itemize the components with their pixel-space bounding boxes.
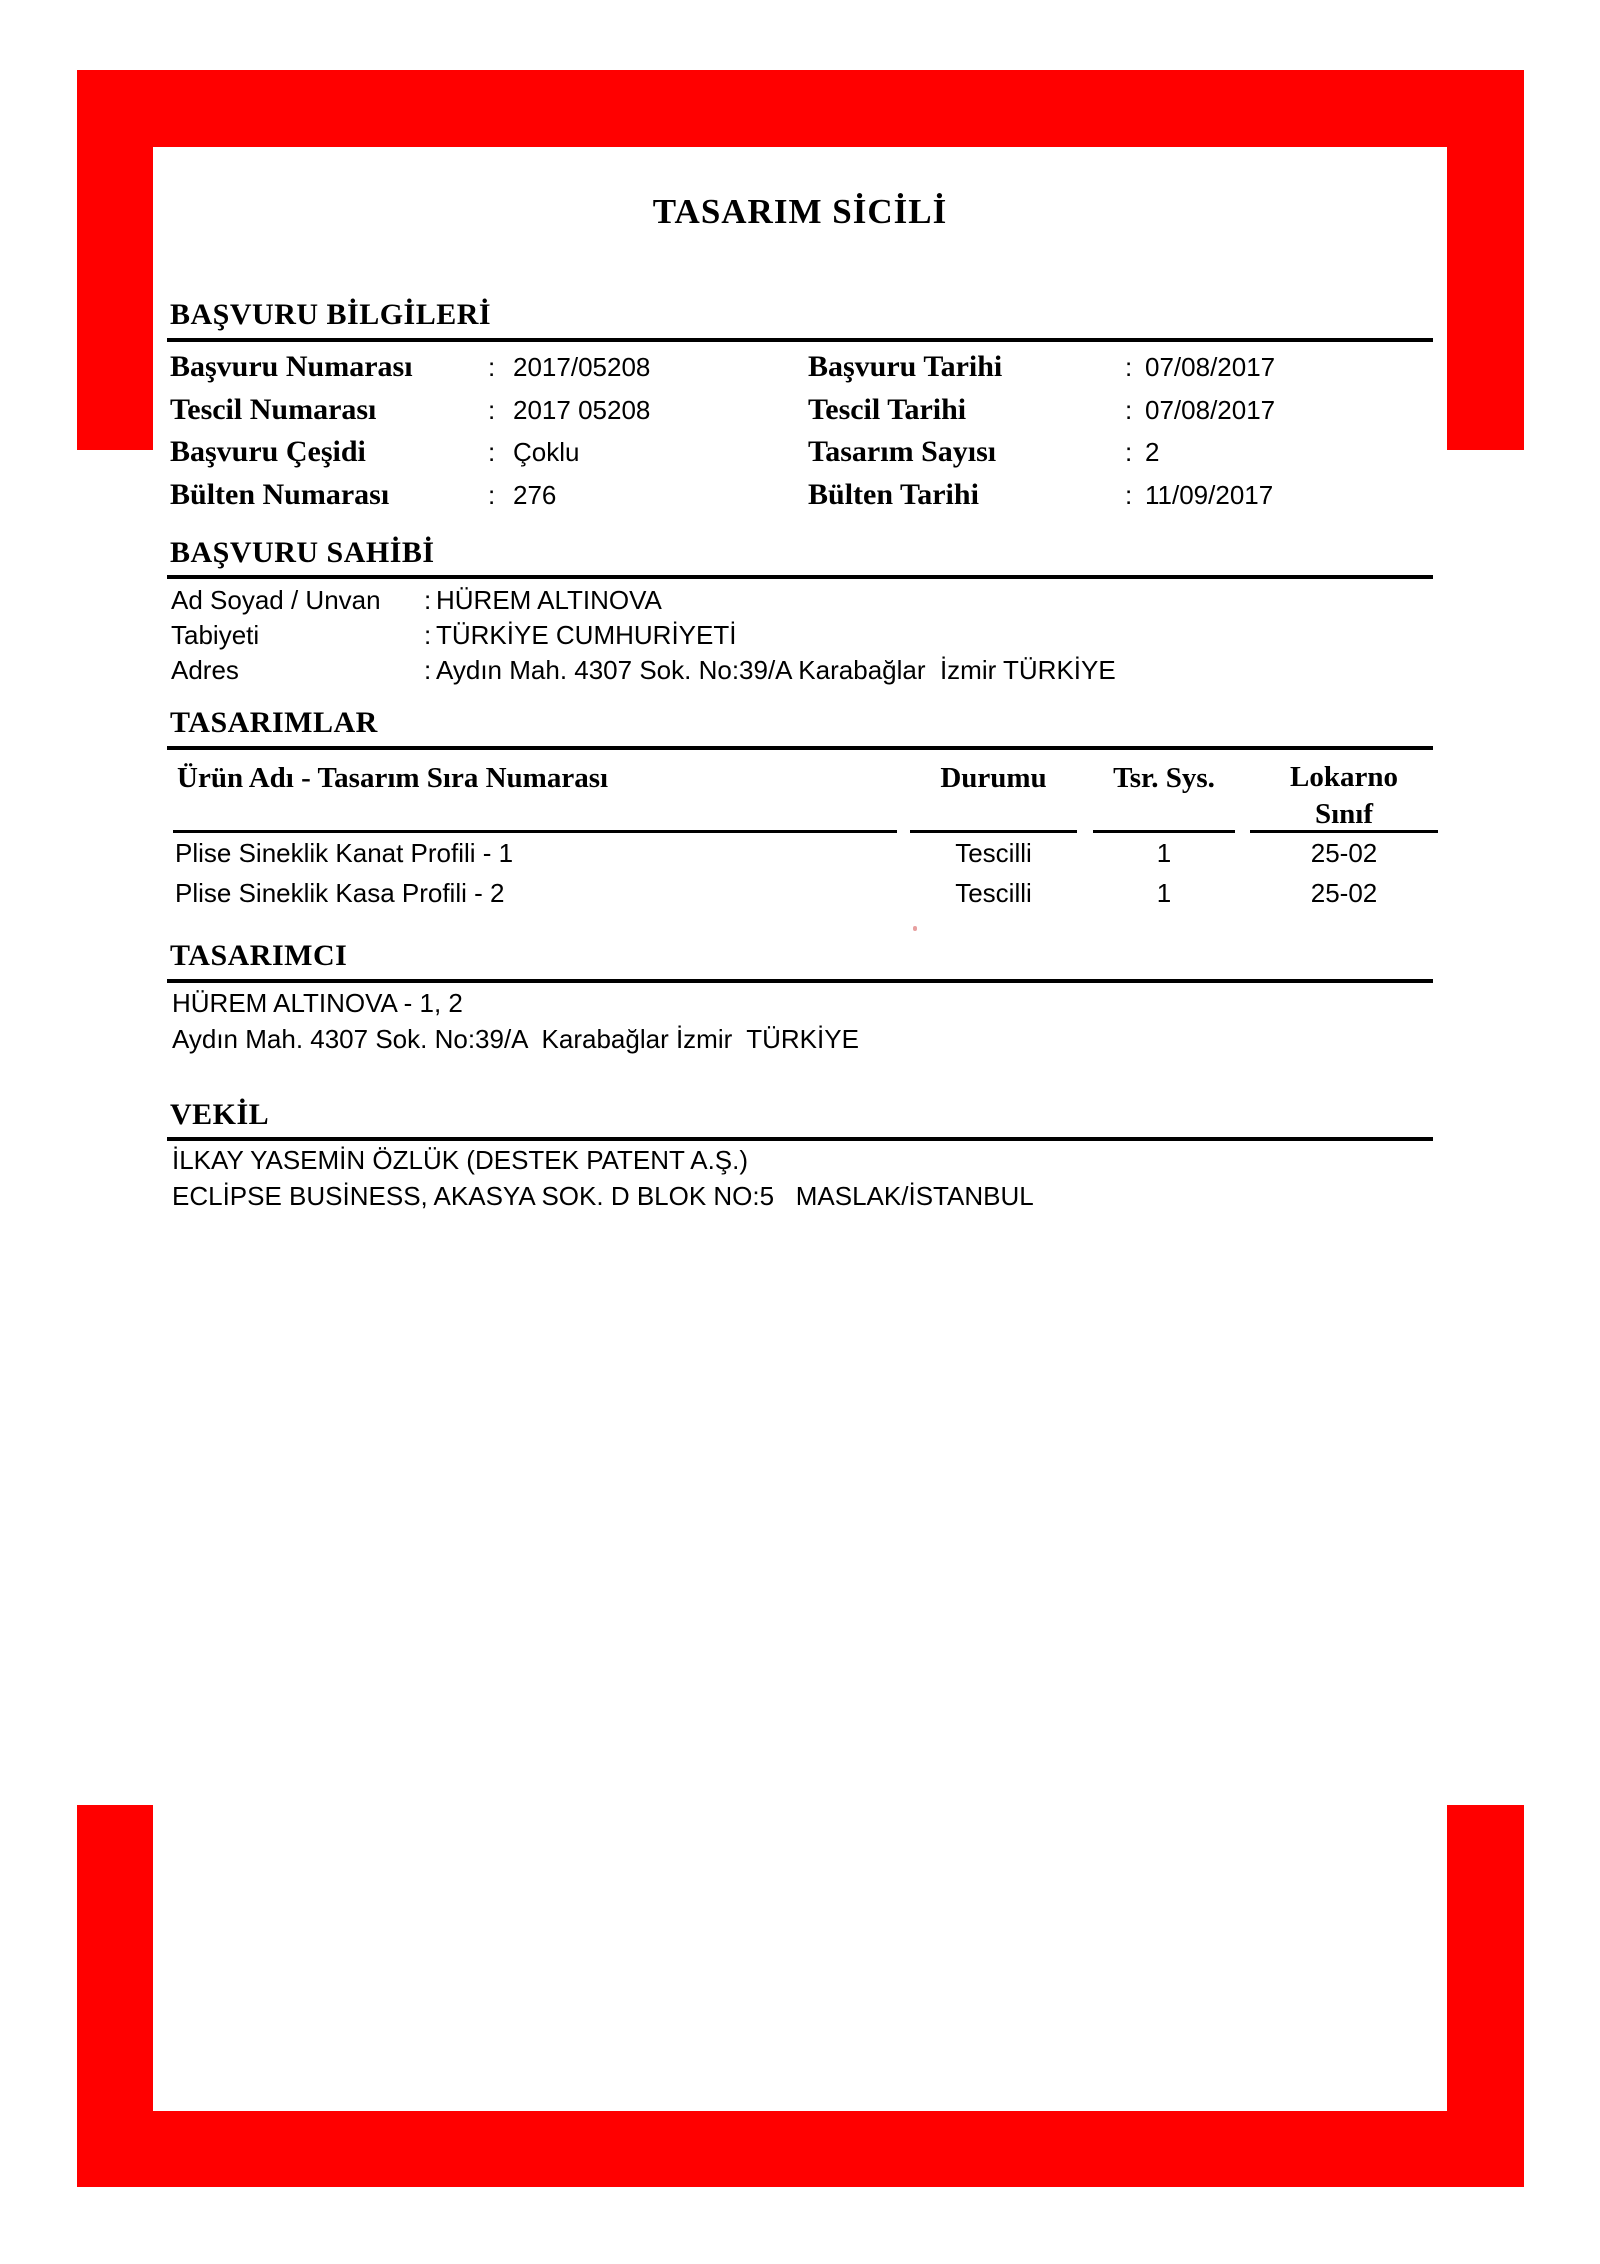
table-row-2-tsr-sys: 1 xyxy=(1156,878,1172,908)
section-rule-designs xyxy=(167,746,1433,750)
table-row-2-product-name: Plise Sineklik Kasa Profili - 2 xyxy=(175,878,505,908)
field-label-name: Ad Soyad / Unvan xyxy=(171,585,381,615)
field-label-address: Adres xyxy=(171,655,239,685)
table-row-1-locarno: 25-02 xyxy=(1310,838,1378,868)
field-label-application-date: Başvuru Tarihi xyxy=(808,350,1003,383)
field-label-application-type: Başvuru Çeşidi xyxy=(170,435,366,468)
scan-artifact-dot xyxy=(913,926,917,931)
red-frame-right-top-bar xyxy=(1447,70,1524,450)
column-underline-status xyxy=(910,830,1077,833)
field-label-application-number: Başvuru Numarası xyxy=(170,350,413,383)
designer-address-line: Aydın Mah. 4307 Sok. No:39/A Karabağlar İzmir TÜRKİYE xyxy=(172,1024,859,1054)
section-heading-designer: TASARIMCI xyxy=(170,939,348,972)
agent-address-line: ECLİPSE BUSİNESS, AKASYA SOK. D BLOK NO:5 MASLAK/İSTANBUL xyxy=(172,1181,1034,1211)
designer-name-line: HÜREM ALTINOVA - 1, 2 xyxy=(172,988,463,1018)
section-rule-agent xyxy=(167,1137,1433,1141)
agent-name-line: İLKAY YASEMİN ÖZLÜK (DESTEK PATENT A.Ş.) xyxy=(172,1145,749,1175)
red-frame-top-band xyxy=(77,70,1524,147)
field-label-registration-date: Tescil Tarihi xyxy=(808,393,967,426)
field-separator: : xyxy=(1125,395,1133,425)
table-header-status: Durumu xyxy=(940,762,1047,794)
table-header-product-name: Ürün Adı - Tasarım Sıra Numarası xyxy=(177,762,609,794)
field-separator: : xyxy=(1125,480,1133,510)
field-label-nationality: Tabiyeti xyxy=(171,620,260,650)
field-separator: : xyxy=(488,395,496,425)
column-underline-locarno-class xyxy=(1250,830,1438,833)
field-value-nationality: TÜRKİYE CUMHURİYETİ xyxy=(436,620,737,650)
field-separator: : xyxy=(488,437,496,467)
field-value-registration-number: 2017 05208 xyxy=(513,395,651,425)
table-header-locarno-class xyxy=(1250,759,1438,833)
field-label-registration-number: Tescil Numarası xyxy=(170,393,377,426)
field-separator: : xyxy=(488,480,496,510)
column-underline-product-name xyxy=(173,830,897,833)
table-row-2-locarno: 25-02 xyxy=(1310,878,1378,908)
section-heading-designs: TASARIMLAR xyxy=(170,706,378,739)
red-frame-bottom-band xyxy=(77,2111,1524,2187)
section-rule-applicant xyxy=(167,575,1433,579)
field-value-name: HÜREM ALTINOVA xyxy=(436,585,662,615)
field-separator: : xyxy=(424,655,432,685)
field-label-bulletin-number: Bülten Numarası xyxy=(170,478,390,511)
table-row-1-tsr-sys: 1 xyxy=(1156,838,1172,868)
field-separator: : xyxy=(1125,437,1133,467)
field-value-application-type: Çoklu xyxy=(513,437,580,467)
field-separator: : xyxy=(488,352,496,382)
column-underline-tsr-sys xyxy=(1093,830,1235,833)
table-row-2-status: Tescilli xyxy=(955,878,1032,908)
section-rule-designer xyxy=(167,979,1433,983)
field-label-bulletin-date: Bülten Tarihi xyxy=(808,478,979,511)
table-header-locarno-class-text: Lokarno Sınıf xyxy=(1290,761,1398,830)
field-value-bulletin-date: 11/09/2017 xyxy=(1145,480,1274,510)
red-frame-left-top-bar xyxy=(77,70,153,450)
field-separator: : xyxy=(424,585,432,615)
section-heading-application-info: BAŞVURU BİLGİLERİ xyxy=(170,298,492,331)
field-value-registration-date: 07/08/2017 xyxy=(1145,395,1276,425)
table-row-1-status: Tescilli xyxy=(955,838,1032,868)
field-value-address: Aydın Mah. 4307 Sok. No:39/A Karabağlar İzmir TÜRKİYE xyxy=(436,655,1116,685)
field-separator: : xyxy=(1125,352,1133,382)
section-rule-application-info xyxy=(167,338,1433,342)
field-value-design-count: 2 xyxy=(1145,437,1160,467)
field-value-bulletin-number: 276 xyxy=(513,480,557,510)
field-value-application-date: 07/08/2017 xyxy=(1145,352,1276,382)
table-row-1-product-name: Plise Sineklik Kanat Profili - 1 xyxy=(175,838,514,868)
section-heading-agent: VEKİL xyxy=(170,1098,270,1131)
table-header-tsr-sys: Tsr. Sys. xyxy=(1113,762,1215,794)
field-separator: : xyxy=(424,620,432,650)
page-title: TASARIM SİCİLİ xyxy=(652,192,948,231)
field-label-design-count: Tasarım Sayısı xyxy=(808,435,997,468)
field-value-application-number: 2017/05208 xyxy=(513,352,651,382)
section-heading-applicant: BAŞVURU SAHİBİ xyxy=(170,536,435,569)
